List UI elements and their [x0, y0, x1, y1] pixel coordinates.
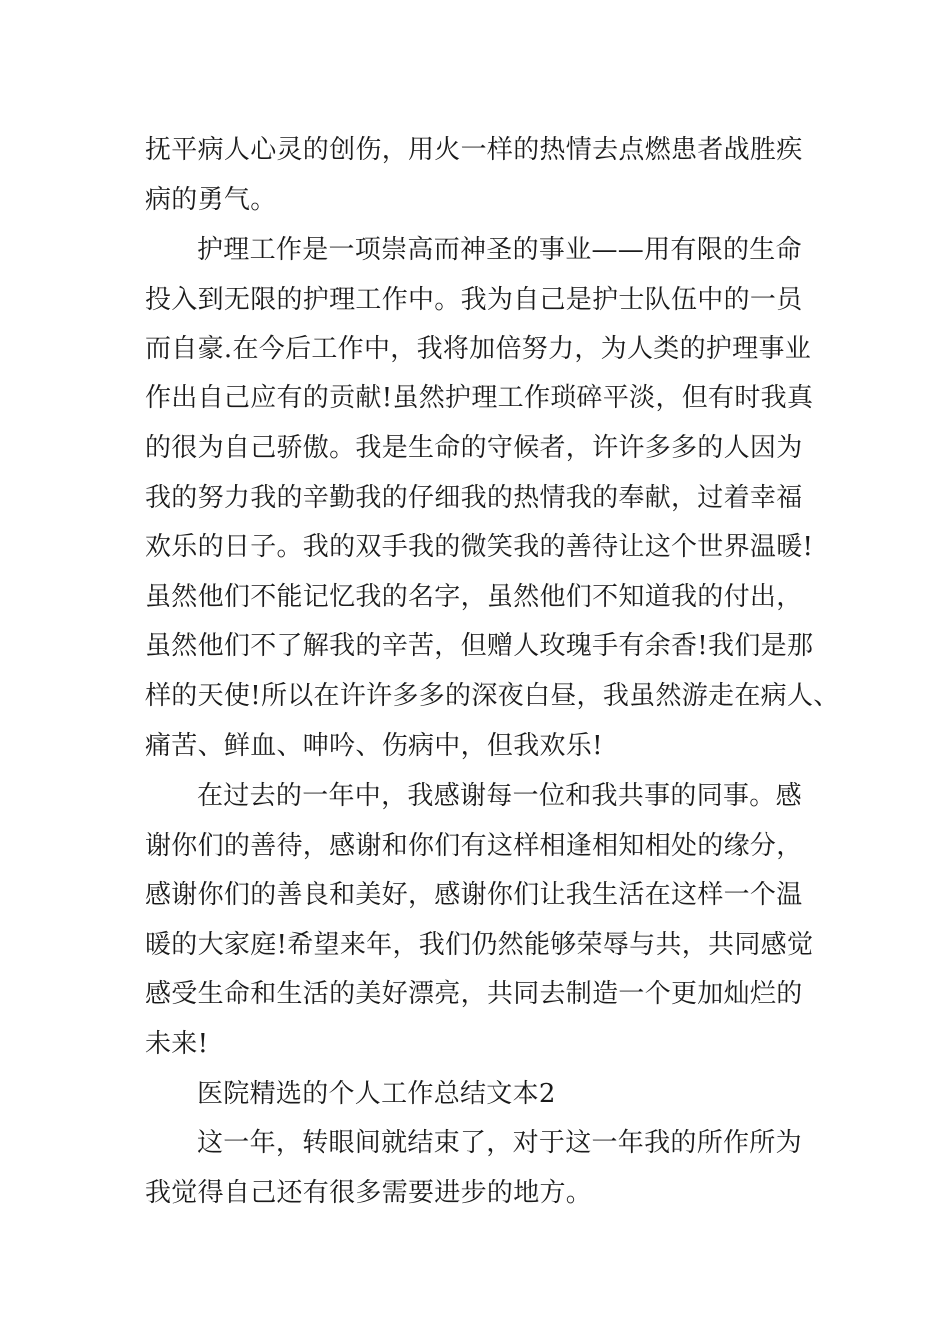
- text-line: 病的勇气。: [145, 185, 277, 215]
- text-line: 投入到无限的护理工作中。我为自己是护士队伍中的一员: [145, 285, 803, 315]
- section-heading: 医院精选的个人工作总结文本2: [197, 1079, 556, 1109]
- text-line: 而自豪.在今后工作中，我将加倍努力，为人类的护理事业: [145, 334, 812, 364]
- text-line: 感谢你们的善良和美好，感谢你们让我生活在这样一个温: [145, 880, 803, 910]
- text-line: 痛苦、鲜血、呻吟、伤病中，但我欢乐!: [145, 731, 603, 761]
- text-line: 的很为自己骄傲。我是生命的守候者，许许多多的人因为: [145, 433, 803, 463]
- text-line: 抚平病人心灵的创伤，用火一样的热情去点燃患者战胜疾: [145, 135, 803, 165]
- text-line: 在过去的一年中，我感谢每一位和我共事的同事。感: [197, 781, 802, 811]
- text-line: 这一年，转眼间就结束了，对于这一年我的所作所为: [197, 1128, 802, 1158]
- text-line: 我觉得自己还有很多需要进步的地方。: [145, 1178, 593, 1208]
- text-line: 谢你们的善待，感谢和你们有这样相逢相知相处的缘分，: [145, 831, 803, 861]
- text-line: 虽然他们不能记忆我的名字，虽然他们不知道我的付出，: [145, 582, 803, 612]
- text-line: 护理工作是一项崇高而神圣的事业——用有限的生命: [197, 235, 802, 265]
- text-line: 作出自己应有的贡献!虽然护理工作琐碎平淡，但有时我真: [145, 383, 814, 413]
- text-line: 感受生命和生活的美好漂亮，共同去制造一个更加灿烂的: [145, 979, 803, 1009]
- text-line: 样的天使!所以在许许多多的深夜白昼，我虽然游走在病人、: [145, 681, 840, 711]
- text-line: 虽然他们不了解我的辛苦，但赠人玫瑰手有余香!我们是那: [145, 631, 814, 661]
- text-line: 未来!: [145, 1029, 209, 1059]
- text-line: 欢乐的日子。我的双手我的微笑我的善待让这个世界温暖!: [145, 532, 814, 562]
- text-line: 我的努力我的辛勤我的仔细我的热情我的奉献，过着幸福: [145, 483, 803, 513]
- text-line: 暖的大家庭!希望来年，我们仍然能够荣辱与共，共同感觉: [145, 930, 814, 960]
